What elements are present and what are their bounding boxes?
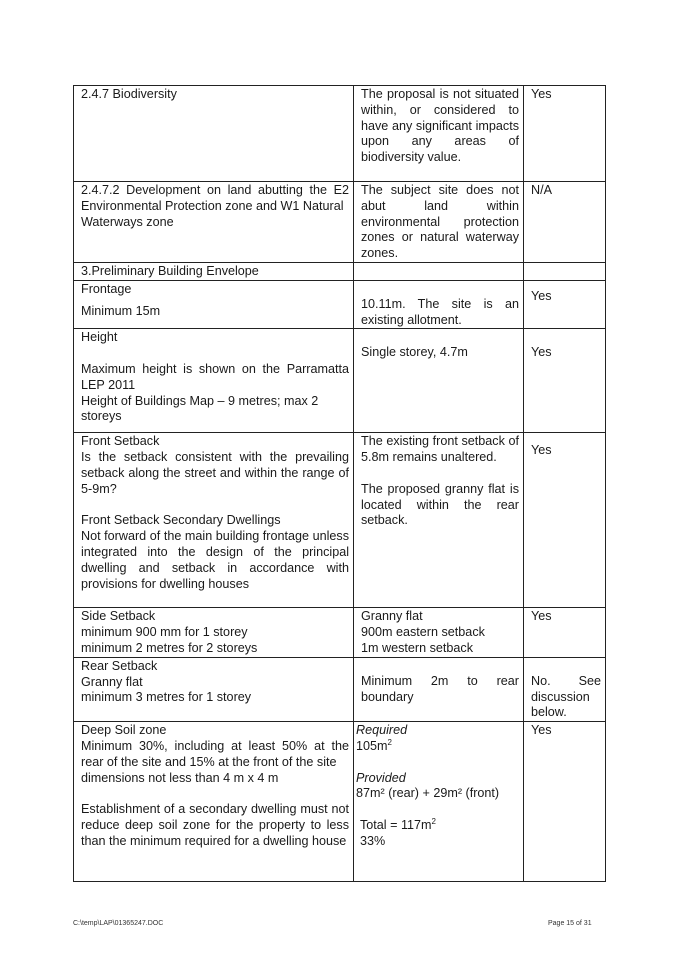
total-value: Total = $117m^2$ [360,816,436,832]
control-heading: Front Setback [81,434,160,449]
control-heading: 2.4.7 Biodiversity [81,87,177,101]
table-row [74,182,606,263]
complies-cell [524,433,606,608]
proposal-text: 10.11m. The site is an existing allotment. [361,296,519,327]
proposal-cell [354,608,524,657]
complies-value: No. See discussion below. [531,673,601,720]
section-heading: 3.Preliminary Building Envelope [81,263,259,278]
control-text: Establishment of a secondary dwelling must not reduce deep soil zone for the property to less than the minimum required for a dwelling house [81,802,349,848]
control-heading: 2.4.7.2 Development on land abutting the E2 Environmental Protection zone and W1 Natural [81,183,349,213]
control-heading: Height [81,330,118,345]
control-cell [74,722,354,882]
proposal-text: 1m western setback [361,640,473,655]
proposal-text: The subject site does not abut land within environmental protection zones or natural waterway zones. [361,183,519,261]
proposal-cell [354,433,524,608]
empty-cell [524,262,606,280]
proposal-text: The existing front setback of 5.8m remains unaltered. [361,434,519,465]
table-row [74,608,606,657]
control-text: Waterways zone [81,214,174,229]
control-text: Height of Buildings Map – 9 metres; max 2 storeys [81,393,319,424]
complies-cell [524,722,606,882]
control-cell [74,280,354,329]
control-heading: Front Setback Secondary Dwellings [81,513,281,528]
percent-value: 33% [360,833,386,848]
control-heading: Rear Setback [81,658,158,673]
proposal-cell [354,722,524,882]
control-text: Granny flat [81,674,143,689]
control-cell [74,608,354,657]
section-row [74,262,606,280]
footer-file-path: C:\temp\LAP\01365247.DOC [73,920,164,927]
complies-value: Yes [531,87,552,101]
proposal-cell [354,329,524,433]
control-cell [74,182,354,263]
table-row [74,433,606,608]
complies-cell [524,657,606,721]
table-row [74,329,606,433]
proposal-cell [354,86,524,182]
complies-value: N/A [531,183,552,197]
complies-value: Yes [531,723,552,738]
complies-value: Yes [531,609,552,624]
proposal-text: The proposed granny flat is located within the rear setback. [361,481,519,528]
table-row [74,280,606,329]
control-text: Minimum 30%, including at least 50% at the rear of the site and 15% at the front of the site [81,738,349,769]
control-cell [74,433,354,608]
compliance-table [73,85,606,882]
control-text: minimum 3 metres for 1 storey [81,690,252,705]
control-text: dimensions not less than 4 m x 4 m [81,770,279,785]
control-text: Not forward of the main building frontage unless integrated into the design of the principal dwelling and setback in accordance with provisions for dwelling houses [81,529,349,591]
control-heading: Frontage [81,281,132,296]
complies-value: Yes [531,288,552,303]
proposal-text: 900m eastern setback [361,625,485,640]
control-text: Maximum height is shown on the Parramatta LEP 2011 [81,361,349,392]
complies-cell [524,86,606,182]
proposal-text: Single storey, 4.7m [361,345,468,360]
complies-cell [524,182,606,263]
complies-cell [524,608,606,657]
empty-cell [354,262,524,280]
proposal-text: The proposal is not situated within, or considered to have any significant impacts upon any areas of biodiversity value. [361,87,519,165]
control-cell [74,657,354,721]
proposal-cell [354,182,524,263]
complies-cell [524,329,606,433]
control-text: Minimum 15m [81,303,161,318]
control-text: minimum 900 mm for 1 storey [81,625,248,640]
control-text: Is the setback consistent with the prevailing setback along the street and within the range of 5-9m? [81,450,349,496]
table-row [74,657,606,721]
footer-page-number: Page 15 of 31 [548,920,592,927]
proposal-text: Minimum 2m to rear boundary [361,673,519,704]
complies-value: Yes [531,443,552,458]
provided-value: 87m² (rear) + 29m² (front) [356,786,500,801]
required-label: Required [356,723,408,738]
table-row [74,86,606,182]
table-row [74,722,606,882]
control-text: minimum 2 metres for 2 storeys [81,640,258,655]
section-heading-cell [74,262,354,280]
complies-cell [524,280,606,329]
proposal-cell [354,657,524,721]
complies-value: Yes [531,345,552,360]
proposal-text: Granny flat [361,609,423,624]
control-heading: Deep Soil zone [81,723,167,738]
control-heading: Side Setback [81,609,156,624]
control-cell [74,329,354,433]
required-value: $105m^2$ [356,737,392,753]
proposal-cell [354,280,524,329]
provided-label: Provided [356,770,406,785]
control-cell [74,86,354,182]
